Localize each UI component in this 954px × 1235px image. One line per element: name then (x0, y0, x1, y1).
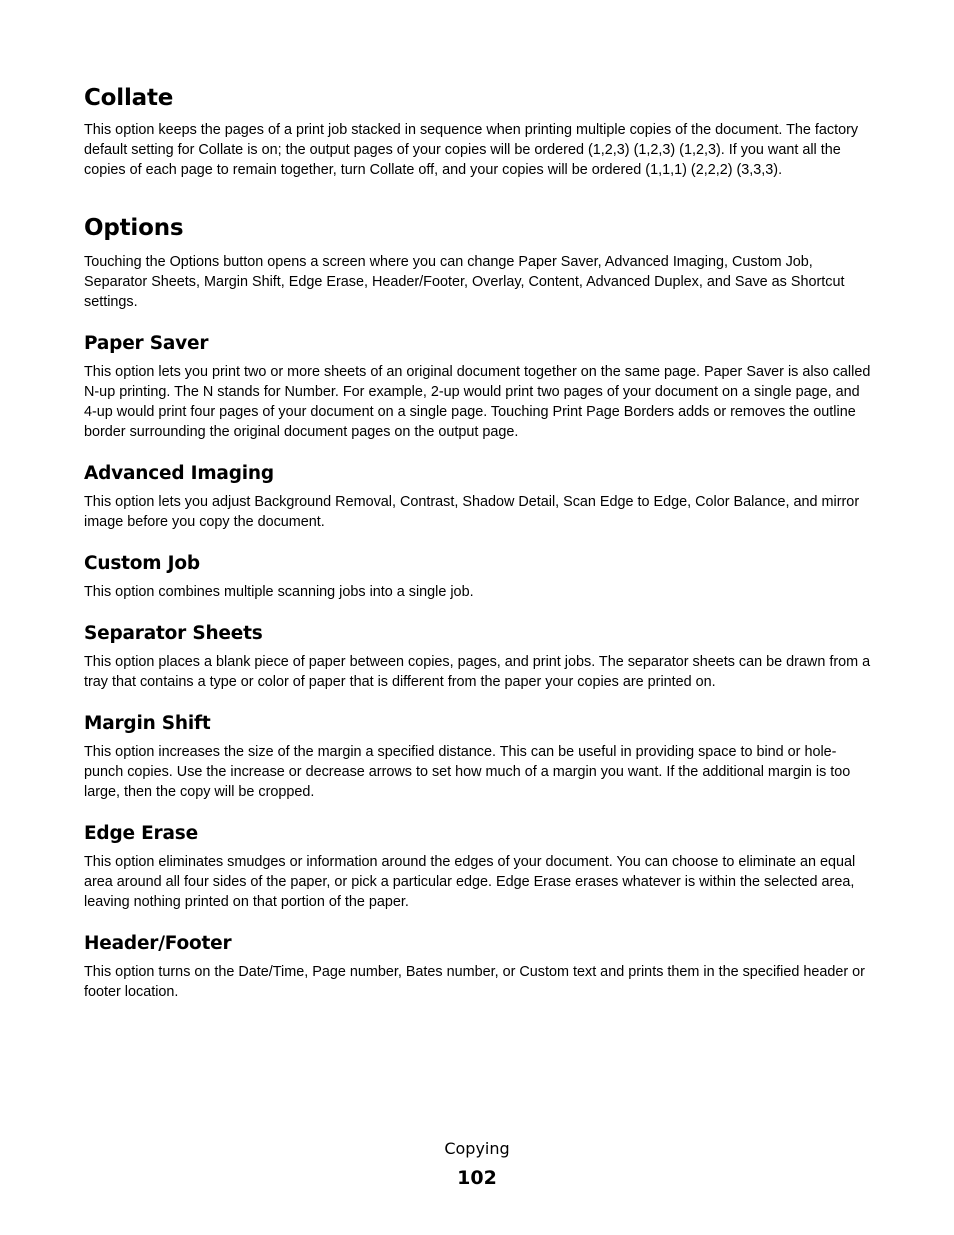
subsection-separator-sheets (84, 622, 874, 692)
subsection-body-header-footer: This option turns on the Date/Time, Page number, Bates number, or Custom text and prints them in the specified header or footer location. (84, 964, 865, 1000)
subsection-heading-paper-saver: Paper Saver (84, 333, 209, 354)
spacer (84, 802, 874, 822)
subsection-heading-separator-sheets: Separator Sheets (84, 623, 263, 644)
section-options (84, 214, 874, 312)
spacer (84, 312, 874, 332)
section-body-options: Touching the Options button opens a screen where you can change Paper Saver, Advanced Imaging, Custom Job, Separator Sheets, Margin Shift, Edge Erase, Header/Footer, Overlay, Content, Advanced Duplex, and Save as Shortcut settings. (84, 254, 845, 310)
section-body-collate: This option keeps the pages of a print job stacked in sequence when printing multiple copies of the document. The factory default setting for Collate is on; the output pages of your copies will be ordered (1,2,3) (1,2,3) (1,2,3). If you want all the copies of each page to remain together, turn Collate off, and your copies will be ordered (1,1,1) (2,2,2) (3,3,3). (84, 122, 859, 178)
subsection-advanced-imaging (84, 462, 874, 532)
subsection-body-paper-saver: This option lets you print two or more sheets of an original document together on the same page. Paper Saver is also called N-up printing. The N stands for Number. For example, 2-up would print two pages of your document on a single page, and 4-up would print four pages of your document on a single page. Touching Print Page Borders adds or removes the outline border surrounding the original document pages on the output page. (84, 364, 871, 440)
subsection-edge-erase (84, 822, 874, 912)
subsection-body-margin-shift: This option increases the size of the margin a specified distance. This can be useful in providing space to bind or hole-punch copies. Use the increase or decrease arrows to set how much of a margin you want. If the additional margin is too large, then the copy will be cropped. (84, 744, 851, 800)
subsection-paper-saver (84, 332, 874, 442)
subsection-heading-margin-shift: Margin Shift (84, 713, 211, 734)
subsection-body-separator-sheets: This option places a blank piece of paper between copies, pages, and print jobs. The separator sheets can be drawn from a tray that contains a type or color of paper that is different from the paper your copies are printed on. (84, 654, 871, 690)
subsection-custom-job (84, 552, 874, 602)
subsection-heading-edge-erase: Edge Erase (84, 823, 198, 844)
subsection-margin-shift (84, 712, 874, 802)
spacer (84, 692, 874, 712)
subsection-body-custom-job: This option combines multiple scanning jobs into a single job. (84, 584, 474, 600)
section-heading-options: Options (84, 215, 184, 241)
subsection-heading-custom-job: Custom Job (84, 553, 200, 574)
spacer (84, 912, 874, 932)
spacer (84, 180, 874, 214)
subsection-heading-header-footer: Header/Footer (84, 933, 232, 954)
subsection-body-edge-erase: This option eliminates smudges or information around the edges of your document. You can choose to eliminate an equal area around all four sides of the paper, or pick a particular edge. Edge Erase erases whatever is within the selected area, leaving nothing printed on that portion of the paper. (84, 854, 856, 910)
document-page (84, 84, 874, 1002)
subsection-heading-advanced-imaging: Advanced Imaging (84, 463, 274, 484)
section-heading-collate: Collate (84, 85, 174, 111)
spacer (84, 442, 874, 462)
footer-chapter-title: Copying (444, 1139, 510, 1158)
section-collate (84, 84, 874, 180)
spacer (84, 532, 874, 552)
spacer (84, 602, 874, 622)
subsection-header-footer (84, 932, 874, 1002)
subsection-body-advanced-imaging: This option lets you adjust Background Removal, Contrast, Shadow Detail, Scan Edge to Edge, Color Balance, and mirror image before you copy the document. (84, 494, 860, 530)
footer-page-number: 102 (457, 1167, 497, 1189)
